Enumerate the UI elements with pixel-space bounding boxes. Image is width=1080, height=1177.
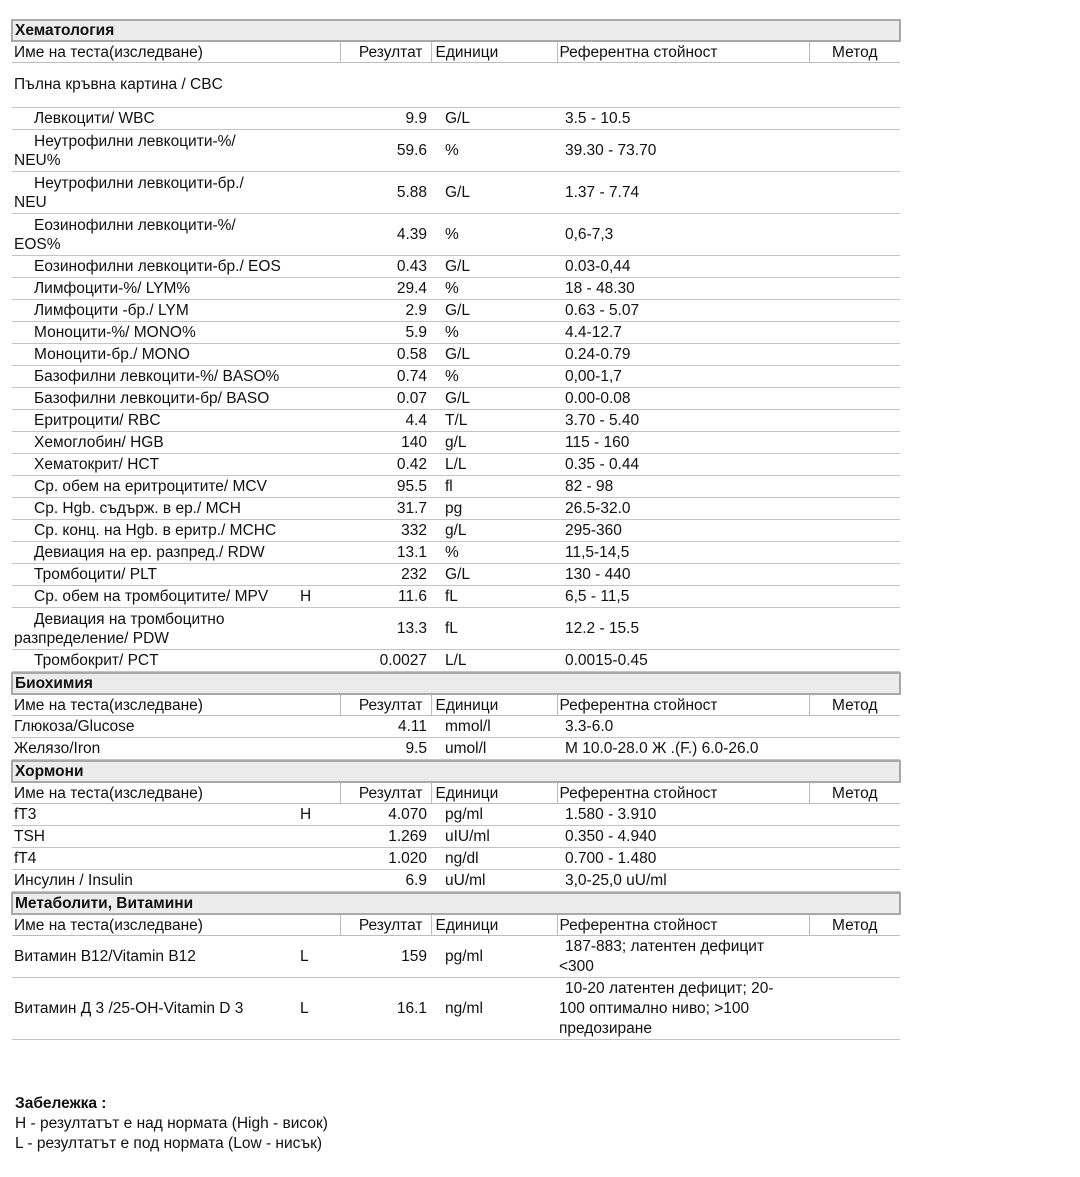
col-header-result: Резултат — [340, 41, 431, 63]
result-value: 4.39 — [340, 214, 431, 256]
test-name-line1: Девиация на тромбоцитно — [34, 610, 225, 628]
result-unit: G/L — [431, 388, 557, 410]
method-cell — [809, 300, 900, 322]
lab-report — [11, 19, 899, 1040]
method-cell — [809, 498, 900, 520]
result-flag: H — [300, 586, 340, 608]
reference-range: 0.03-0,44 — [557, 256, 809, 278]
result-row — [12, 300, 900, 322]
result-flag — [300, 432, 340, 454]
result-unit: mmol/l — [431, 716, 557, 738]
test-name: Лимфоцити-%/ LYM% — [12, 278, 300, 300]
result-flag — [300, 476, 340, 498]
result-value: 13.3 — [340, 608, 431, 650]
test-name-line1: Неутрофилни левкоцити-бр./ — [34, 174, 244, 192]
result-row — [12, 542, 900, 564]
result-value: 4.4 — [340, 410, 431, 432]
result-value: 4.11 — [340, 716, 431, 738]
result-value: 95.5 — [340, 476, 431, 498]
result-flag — [300, 498, 340, 520]
method-cell — [809, 520, 900, 542]
col-header-method: Метод — [809, 694, 900, 716]
method-cell — [809, 564, 900, 586]
result-flag — [300, 542, 340, 564]
reference-range: 0.350 - 4.940 — [557, 826, 809, 848]
result-flag: L — [300, 978, 340, 1040]
column-header-row — [12, 41, 900, 63]
method-cell — [809, 586, 900, 608]
test-name: Витамин B12/Vitamin B12 — [12, 936, 300, 978]
result-unit: G/L — [431, 300, 557, 322]
test-name: Девиация на ер. разпред./ RDW — [12, 542, 300, 564]
result-value: 0.07 — [340, 388, 431, 410]
reference-range: 0.24-0.79 — [557, 344, 809, 366]
hematology-table — [11, 19, 901, 672]
result-value: 140 — [340, 432, 431, 454]
test-name — [12, 172, 300, 214]
reference-line: <300 — [559, 957, 594, 975]
result-row — [12, 848, 900, 870]
result-flag — [300, 738, 340, 760]
col-header-units: Единици — [431, 914, 557, 936]
result-unit: g/L — [431, 520, 557, 542]
result-value: 13.1 — [340, 542, 431, 564]
result-value: 0.42 — [340, 454, 431, 476]
group-title: Пълна кръвна картина / CBC — [12, 63, 900, 108]
test-name-line1: Неутрофилни левкоцити-%/ — [34, 132, 236, 150]
reference-range: 1.580 - 3.910 — [557, 804, 809, 826]
result-value: 0.58 — [340, 344, 431, 366]
result-row — [12, 826, 900, 848]
result-flag: L — [300, 936, 340, 978]
result-unit: G/L — [431, 172, 557, 214]
test-name-line2: EOS% — [14, 235, 61, 253]
method-cell — [809, 108, 900, 130]
result-flag — [300, 108, 340, 130]
reference-range: 3.5 - 10.5 — [557, 108, 809, 130]
result-unit: G/L — [431, 108, 557, 130]
result-value: 2.9 — [340, 300, 431, 322]
result-flag — [300, 366, 340, 388]
result-row — [12, 366, 900, 388]
result-unit: fl — [431, 476, 557, 498]
test-name: Желязо/Iron — [12, 738, 300, 760]
result-row — [12, 520, 900, 542]
method-cell — [809, 366, 900, 388]
result-unit: L/L — [431, 454, 557, 476]
result-unit: G/L — [431, 256, 557, 278]
result-row — [12, 432, 900, 454]
result-flag — [300, 716, 340, 738]
col-header-units: Единици — [431, 694, 557, 716]
result-row — [12, 108, 900, 130]
method-cell — [809, 848, 900, 870]
reference-range: 0.63 - 5.07 — [557, 300, 809, 322]
reference-range: M 10.0-28.0 Ж .(F.) 6.0-26.0 — [557, 738, 809, 760]
result-flag: H — [300, 804, 340, 826]
result-flag — [300, 826, 340, 848]
reference-range: 3,0-25,0 uU/ml — [557, 870, 809, 892]
test-name: Базофилни левкоцити-%/ BASO% — [12, 366, 300, 388]
result-flag — [300, 848, 340, 870]
section-title-biochemistry: Биохимия — [12, 673, 900, 694]
test-name: Ср. обем на тромбоцитите/ MPV — [12, 586, 300, 608]
test-name: Ср. обем на еритроцитите/ MCV — [12, 476, 300, 498]
note-high: H - резултатът е над нормата (High - висок) — [15, 1115, 328, 1132]
result-value: 11.6 — [340, 586, 431, 608]
method-cell — [809, 432, 900, 454]
method-cell — [809, 870, 900, 892]
method-cell — [809, 826, 900, 848]
method-cell — [809, 130, 900, 172]
result-flag — [300, 564, 340, 586]
reference-range: 1.37 - 7.74 — [557, 172, 809, 214]
method-cell — [809, 716, 900, 738]
test-name-line2: разпределение/ PDW — [14, 629, 169, 647]
result-unit: ng/ml — [431, 978, 557, 1040]
test-name — [12, 608, 300, 650]
test-name: Тромбоцити/ PLT — [12, 564, 300, 586]
result-value: 232 — [340, 564, 431, 586]
result-row — [12, 278, 900, 300]
result-row — [12, 344, 900, 366]
hormones-table — [11, 760, 901, 892]
reference-range: 39.30 - 73.70 — [557, 130, 809, 172]
test-name — [12, 130, 300, 172]
result-row — [12, 978, 900, 1040]
col-header-method: Метод — [809, 41, 900, 63]
result-unit: pg/ml — [431, 936, 557, 978]
test-name: TSH — [12, 826, 300, 848]
test-name: Ср. конц. на Hgb. в еритр./ MCHC — [12, 520, 300, 542]
col-header-result: Резултат — [340, 694, 431, 716]
method-cell — [809, 322, 900, 344]
method-cell — [809, 172, 900, 214]
result-unit: pg/ml — [431, 804, 557, 826]
test-name: Ср. Hgb. съдърж. в ер./ MCH — [12, 498, 300, 520]
result-unit: % — [431, 542, 557, 564]
col-header-ref: Референтна стойност — [557, 41, 809, 63]
test-name: fT3 — [12, 804, 300, 826]
reference-range: 4.4-12.7 — [557, 322, 809, 344]
method-cell — [809, 542, 900, 564]
reference-range: 0.00-0.08 — [557, 388, 809, 410]
result-unit: L/L — [431, 650, 557, 672]
reference-range: 3.3-6.0 — [557, 716, 809, 738]
test-name: fT4 — [12, 848, 300, 870]
col-header-name: Име на теста(изследване) — [12, 694, 340, 716]
result-unit: uIU/ml — [431, 826, 557, 848]
result-unit: % — [431, 322, 557, 344]
method-cell — [809, 978, 900, 1040]
col-header-result: Резултат — [340, 782, 431, 804]
col-header-ref: Референтна стойност — [557, 694, 809, 716]
result-unit: G/L — [431, 344, 557, 366]
result-value: 9.9 — [340, 108, 431, 130]
result-flag — [300, 520, 340, 542]
result-value: 159 — [340, 936, 431, 978]
result-row — [12, 454, 900, 476]
method-cell — [809, 278, 900, 300]
notes-title: Забележка : — [15, 1095, 107, 1112]
result-row — [12, 716, 900, 738]
result-value: 5.88 — [340, 172, 431, 214]
result-value: 31.7 — [340, 498, 431, 520]
test-name-line1: Еозинофилни левкоцити-%/ — [34, 216, 236, 234]
test-name: Еозинофилни левкоцити-бр./ EOS — [12, 256, 300, 278]
result-unit: % — [431, 130, 557, 172]
result-row — [12, 130, 900, 172]
result-value: 0.74 — [340, 366, 431, 388]
test-name-line2: NEU — [14, 193, 47, 211]
reference-range: 26.5-32.0 — [557, 498, 809, 520]
method-cell — [809, 936, 900, 978]
result-unit: fL — [431, 608, 557, 650]
method-cell — [809, 344, 900, 366]
test-name: Тромбокрит/ PCT — [12, 650, 300, 672]
test-name: Витамин Д 3 /25-OH-Vitamin D 3 — [12, 978, 300, 1040]
reference-range: 0,6-7,3 — [557, 214, 809, 256]
result-row — [12, 214, 900, 256]
result-flag — [300, 344, 340, 366]
result-value: 1.020 — [340, 848, 431, 870]
result-unit: % — [431, 366, 557, 388]
result-value: 332 — [340, 520, 431, 542]
result-unit: uU/ml — [431, 870, 557, 892]
result-value: 0.0027 — [340, 650, 431, 672]
section-title-hormones: Хормони — [12, 761, 900, 782]
result-flag — [300, 172, 340, 214]
column-header-row — [12, 914, 900, 936]
test-name: Лимфоцити -бр./ LYM — [12, 300, 300, 322]
test-name: Хемоглобин/ HGB — [12, 432, 300, 454]
method-cell — [809, 804, 900, 826]
note-low: L - резултатът е под нормата (Low - нисък) — [15, 1135, 323, 1152]
result-row — [12, 256, 900, 278]
result-row — [12, 498, 900, 520]
test-name: Левкоцити/ WBC — [12, 108, 300, 130]
result-flag — [300, 130, 340, 172]
col-header-name: Име на теста(изследване) — [12, 782, 340, 804]
result-row — [12, 564, 900, 586]
reference-range — [557, 936, 809, 978]
method-cell — [809, 256, 900, 278]
col-header-ref: Референтна стойност — [557, 782, 809, 804]
method-cell — [809, 608, 900, 650]
reference-range: 12.2 - 15.5 — [557, 608, 809, 650]
result-value: 6.9 — [340, 870, 431, 892]
group-row-cbc — [12, 63, 900, 108]
reference-line: 10-20 латентен дефицит; 20- — [565, 979, 774, 997]
result-unit: g/L — [431, 432, 557, 454]
vitamins-table — [11, 892, 901, 1040]
result-flag — [300, 410, 340, 432]
reference-line: предозиране — [559, 1019, 652, 1037]
result-unit: % — [431, 214, 557, 256]
result-row — [12, 650, 900, 672]
reference-line: 187-883; латентен дефицит — [565, 937, 765, 955]
reference-line: 100 оптимално ниво; >100 — [559, 999, 750, 1017]
method-cell — [809, 650, 900, 672]
reference-range: 82 - 98 — [557, 476, 809, 498]
test-name: Моноцити-%/ MONO% — [12, 322, 300, 344]
reference-range: 130 - 440 — [557, 564, 809, 586]
reference-range: 0.700 - 1.480 — [557, 848, 809, 870]
result-flag — [300, 214, 340, 256]
result-row — [12, 586, 900, 608]
result-value: 29.4 — [340, 278, 431, 300]
result-flag — [300, 256, 340, 278]
result-flag — [300, 322, 340, 344]
reference-range: 18 - 48.30 — [557, 278, 809, 300]
result-value: 16.1 — [340, 978, 431, 1040]
result-unit: ng/dl — [431, 848, 557, 870]
reference-range: 0.0015-0.45 — [557, 650, 809, 672]
method-cell — [809, 454, 900, 476]
method-cell — [809, 410, 900, 432]
result-value: 59.6 — [340, 130, 431, 172]
result-flag — [300, 650, 340, 672]
section-title-hematology: Хематология — [12, 20, 900, 41]
result-unit: pg — [431, 498, 557, 520]
result-flag — [300, 608, 340, 650]
col-header-ref: Референтна стойност — [557, 914, 809, 936]
result-value: 4.070 — [340, 804, 431, 826]
result-row — [12, 870, 900, 892]
result-value: 1.269 — [340, 826, 431, 848]
result-row — [12, 936, 900, 978]
col-header-units: Единици — [431, 782, 557, 804]
result-unit: % — [431, 278, 557, 300]
result-flag — [300, 278, 340, 300]
result-row — [12, 804, 900, 826]
reference-range — [557, 978, 809, 1040]
result-value: 0.43 — [340, 256, 431, 278]
result-value: 5.9 — [340, 322, 431, 344]
reference-range: 6,5 - 11,5 — [557, 586, 809, 608]
result-row — [12, 388, 900, 410]
result-row — [12, 738, 900, 760]
method-cell — [809, 476, 900, 498]
method-cell — [809, 738, 900, 760]
section-title-vitamins: Метаболити, Витамини — [12, 893, 900, 914]
notes-block — [15, 1094, 328, 1154]
col-header-method: Метод — [809, 914, 900, 936]
result-row — [12, 410, 900, 432]
col-header-method: Метод — [809, 782, 900, 804]
result-unit: fL — [431, 586, 557, 608]
reference-range: 3.70 - 5.40 — [557, 410, 809, 432]
column-header-row — [12, 782, 900, 804]
test-name — [12, 214, 300, 256]
reference-range: 11,5-14,5 — [557, 542, 809, 564]
result-row — [12, 476, 900, 498]
test-name: Инсулин / Insulin — [12, 870, 300, 892]
result-flag — [300, 454, 340, 476]
col-header-name: Име на теста(изследване) — [12, 41, 340, 63]
reference-range: 0,00-1,7 — [557, 366, 809, 388]
result-row — [12, 172, 900, 214]
test-name: Еритроцити/ RBC — [12, 410, 300, 432]
result-unit: T/L — [431, 410, 557, 432]
test-name: Хематокрит/ HCT — [12, 454, 300, 476]
result-flag — [300, 388, 340, 410]
col-header-units: Единици — [431, 41, 557, 63]
test-name-line2: NEU% — [14, 151, 61, 169]
test-name: Моноцити-бр./ MONO — [12, 344, 300, 366]
result-unit: umol/l — [431, 738, 557, 760]
reference-range: 115 - 160 — [557, 432, 809, 454]
result-row — [12, 322, 900, 344]
result-unit: G/L — [431, 564, 557, 586]
result-flag — [300, 300, 340, 322]
result-flag — [300, 870, 340, 892]
col-header-result: Резултат — [340, 914, 431, 936]
reference-range: 295-360 — [557, 520, 809, 542]
method-cell — [809, 388, 900, 410]
result-row — [12, 608, 900, 650]
reference-range: 0.35 - 0.44 — [557, 454, 809, 476]
method-cell — [809, 214, 900, 256]
test-name: Базофилни левкоцити-бр/ BASO — [12, 388, 300, 410]
col-header-name: Име на теста(изследване) — [12, 914, 340, 936]
column-header-row — [12, 694, 900, 716]
biochemistry-table — [11, 672, 901, 760]
test-name: Глюкоза/Glucose — [12, 716, 300, 738]
result-value: 9.5 — [340, 738, 431, 760]
